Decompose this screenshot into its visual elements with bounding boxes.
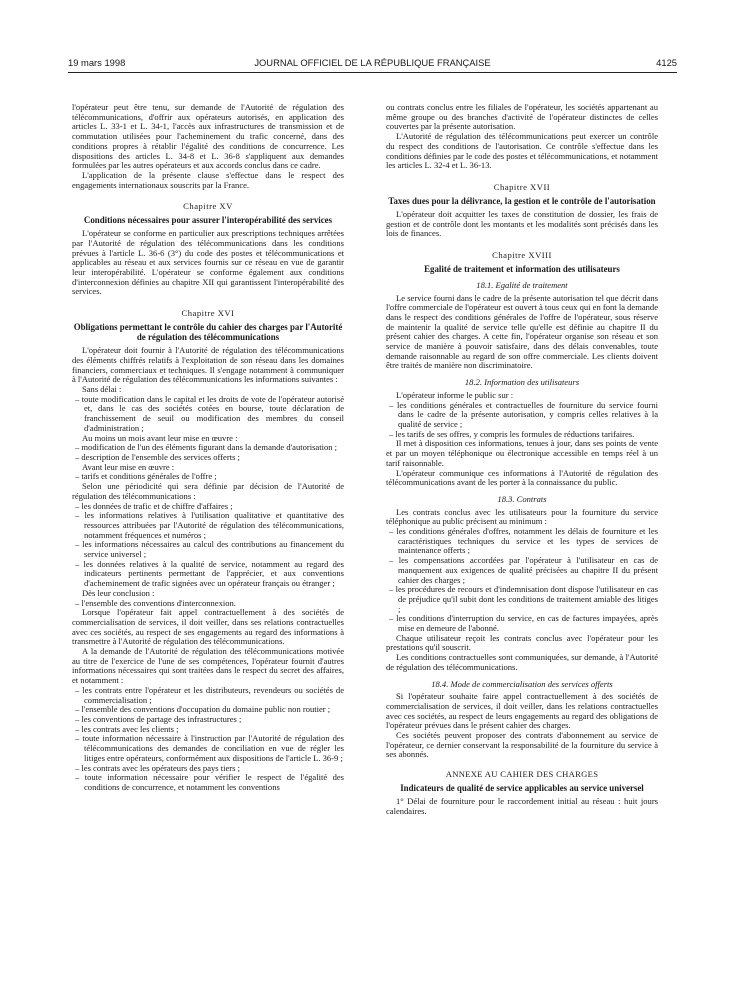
list-heading: Selon une périodicité qui sera définie par décision de l'Autorité de régulation des télécommunications : <box>72 481 344 501</box>
paragraph: l'opérateur peut être tenu, sur demande de l'Autorité de régulation des télécommunications, d'offrir aux opérateurs autorisés, en application des articles L. 33-1 et L. 34-1, l'accès aux infrastructures de transmission et de commutation utilisées pour l'acheminement du trafic concerné, dans des conditions propres à rétablir l'égalité des conditions de concurrence. Les dispositions des articles L. 34-8 et L. 36-8 s'appliquent aux demandes formulées par les autres opérateurs et aux accords conclus dans ce cadre. <box>72 102 344 171</box>
header-page-number: 4125 <box>656 57 677 68</box>
list-item: – description de l'ensemble des services offerts ; <box>75 452 240 462</box>
paragraph: Chaque utilisateur reçoit les contrats conclus avec l'opérateur pour les prestations qu'il souscrit. <box>386 632 658 653</box>
chapter-title: Egalité de traitement et information des utilisateurs <box>424 263 620 274</box>
list-item: – les conditions d'interruption du service, en cas de factures impayées, après mise en demeure de l'abonné. <box>389 613 658 634</box>
paragraph: L'application de la présente clause s'effectue dans le respect des engagements internationaux souscrits par la France. <box>72 169 344 190</box>
list-item: – tarifs et conditions générales de l'offre ; <box>75 471 217 482</box>
list-item: – toute modification dans le capital et les droits de vote de l'opérateur autorisé et, dans le cas des sociétés cotées en bourse, toute déclaration de franchissement de seuil ou modification des membres du conseil d'administration ; <box>75 393 344 433</box>
list-item: – toute information nécessaire à l'instruction par l'Autorité de régulation des télécommunications des demandes de conciliation en vue de régler les litiges entre opérateurs, conformément aux dispositions de l'article L. 36-9 ; <box>75 733 344 763</box>
list-item: – les contrats avec les clients ; <box>75 723 179 734</box>
paragraph: L'Autorité de régulation des télécommunications peut exercer un contrôle du respect des conditions de l'autorisation. Ce contrôle s'effectue dans les conditions définies par le code des postes et télécommunications, et notamment les articles L. 32-4 et L. 36-13. <box>386 131 658 171</box>
section-heading: 18.3. Contrats <box>497 493 547 504</box>
list-item: – les données de trafic et de chiffre d'affaires ; <box>75 500 233 511</box>
chapter-label: Chapitre XVII <box>493 181 551 192</box>
paragraph: ou contrats conclus entre les filiales de l'opérateur, les sociétés appartenant au même groupe ou des branches d'activité de l'opérateur distinctes de celles couvertes par la présente autorisation. <box>386 102 658 132</box>
list-item: – les procédures de recours et d'indemnisation dont dispose l'utilisateur en cas de préjudice qu'il subit dont les conditions de traitement amiable des litiges ; <box>389 584 658 614</box>
right-column <box>386 103 658 817</box>
list-item: – les contrats avec les opérateurs des pays tiers ; <box>75 762 240 773</box>
list-item: – les données relatives à la qualité de service, notamment au regard des indicateurs pertinents permettant de l'apprécier, et aux conventions d'acheminement de trafic signées avec un opérateur français ou étranger ; <box>75 558 344 589</box>
paragraph: L'opérateur doit fournir à l'Autorité de régulation des télécommunications des éléments chiffrés relatifs à l'exploitation de son réseau dans les domaines financiers, commerciaux et techniques. Il s'engage notamment à communiquer à l'Autorité de régulation des télécommunications les informations suivantes : <box>72 345 344 385</box>
chapter-title: Conditions nécessaires pour assurer l'interopérabilité des services <box>83 215 333 226</box>
list-item: – l'ensemble des conventions d'occupation du domaine public non routier ; <box>75 704 331 715</box>
annex-label: ANNEXE AU CAHIER DES CHARGES <box>445 769 599 780</box>
list-heading: Avant leur mise en œuvre : <box>82 461 175 472</box>
list-item: – modification de l'un des éléments figurant dans la demande d'autorisation ; <box>75 442 338 453</box>
list-item: – les compensations accordées par l'opérateur à l'utilisateur en cas de manquement aux exigences de qualité précisées au chapitre II du présent cahier des charges ; <box>389 555 658 585</box>
list-item: – les conditions générales d'offres, notamment les délais de fourniture et les caractéristiques techniques du service et les types de services de maintenance offerts ; <box>389 526 658 556</box>
chapter-title: Obligations permettant le contrôle du cahier des charges par l'Autorité de régulation des télécommunications <box>73 321 343 343</box>
chapter-label: Chapitre XVIII <box>492 249 552 260</box>
chapter-label: Chapitre XV <box>183 201 233 212</box>
paragraph: Les conditions contractuelles sont communiquées, sur demande, à l'Autorité de régulation des télécommunications. <box>386 652 658 672</box>
paragraph: Le service fourni dans le cadre de la présente autorisation tel que décrit dans l'offre commerciale de l'opérateur est ouvert à tous ceux qui en font la demande dans le respect des conditions générales de l'offre de l'opérateur, sous réserve de maintenir la qualité de service telle qu'elle est définie au chapitre II du présent cahier des charges. A cette fin, l'opérateur organise son réseau et son service de manière à pouvoir satisfaire, dans des délais convenables, toute demande raisonnable au regard de son offre commerciale. Les clients doivent être traités de manière non discriminatoire. <box>386 292 658 371</box>
list-item: – les informations nécessaires au calcul des contributions au financement du service universel ; <box>75 539 344 560</box>
paragraph: 1° Délai de fourniture pour le raccordement initial au réseau : huit jours calendaires. <box>386 796 658 816</box>
paragraph: L'opérateur informe le public sur : <box>396 389 514 400</box>
list-item: – les informations relatives à l'utilisation qualitative et quantitative des ressources attribuées par l'Autorité de régulation des télécommunications, notamment fréquences et numéros ; <box>75 510 344 540</box>
page-header <box>68 56 677 73</box>
paragraph: Lorsque l'opérateur fait appel contractuellement à des sociétés de commercialisation de services, il doit veiller, dans ses relations contractuelles avec ces sociétés, au respect de ses engagements au regard des informations à transmettre à l'Autorité de régulation des télécommunications. <box>72 607 344 647</box>
list-heading: Dès leur conclusion : <box>82 587 155 598</box>
header-journal-title: JOURNAL OFFICIEL DE LA RÉPUBLIQUE FRANÇAISE <box>254 57 491 68</box>
paragraph: A la demande de l'Autorité de régulation des télécommunications motivée au titre de l'exercice de l'une de ses compétences, l'opérateur fournit d'autres informations nécessaires qui sont traitées dans le respect du secret des affaires, et notamment : <box>72 646 344 686</box>
list-item: – les conditions générales et contractuelles de fourniture du service fourni dans le cadre de la présente autorisation, y compris celles relatives à la qualité de service ; <box>389 399 658 429</box>
paragraph: L'opérateur doit acquitter les taxes de constitution de dossier, les frais de gestion et de contrôle dont les montants et les modalités sont précisés dans les lois de finances. <box>386 208 658 239</box>
left-column <box>72 103 344 793</box>
paragraph: Ces sociétés peuvent proposer des contrats d'abonnement au service de l'opérateur, ce dernier conservant la responsabilité de la fourniture du service à ses abonnés. <box>386 730 658 760</box>
header-date: 19 mars 1998 <box>68 57 126 68</box>
list-item: – les contrats entre l'opérateur et les distributeurs, revendeurs ou sociétés de commercialisation ; <box>75 684 344 705</box>
list-item: – toute information nécessaire pour vérifier le respect de l'égalité des conditions de concurrence, et notamment les conventions <box>75 772 344 792</box>
chapter-label: Chapitre XVI <box>181 308 235 319</box>
annex-title: Indicateurs de qualité de service applicables au service universel <box>400 782 644 793</box>
list-item: – les conventions de partage des infrastructures ; <box>75 713 242 724</box>
section-heading: 18.2. Information des utilisateurs <box>464 377 580 388</box>
paragraph: Il met à disposition ces informations, tenues à jour, dans ses points de vente et par un moyen téléphonique ou électronique accessible en temps réel à un tarif raisonnable. <box>386 438 658 468</box>
section-heading: 18.1. Egalité de traitement <box>476 279 568 290</box>
paragraph: Si l'opérateur souhaite faire appel contractuellement à des sociétés de commercialisation de services, il doit veiller, dans les relations contractuelles avec ces sociétés, au respect de leurs engagements au regard des obligations de l'opérateur prévues dans le présent cahier des charges. <box>386 691 658 731</box>
section-heading: 18.4. Mode de commercialisation des services offerts <box>431 678 613 689</box>
paragraph: Les contrats conclus avec les utilisateurs pour la fourniture du service téléphonique au public précisent au minimum : <box>386 506 658 527</box>
list-item: – l'ensemble des conventions d'interconnexion. <box>75 597 236 608</box>
list-heading: Sans délai : <box>82 384 122 395</box>
list-item: – les tarifs de ses offres, y compris les formules de réductions tarifaires. <box>389 428 635 439</box>
paragraph: L'opérateur communique ces informations à l'Autorité de régulation des télécommunications avant de les porter à la connaissance du public. <box>386 467 658 488</box>
list-heading: Au moins un mois avant leur mise en œuvre : <box>82 432 238 443</box>
paragraph: L'opérateur se conforme en particulier aux prescriptions techniques arrêtées par l'Autorité de régulation des télécommunications dans les conditions prévues à l'article L. 36-6 (3°) du code des postes et télécommunications et applicables au réseau et aux services fournis sur ce réseau en vue de garantir leur interopérabilité. L'opérateur se conforme également aux conditions d'interconnexion définies au chapitre XII qui garantissent l'interopérabilité des services. <box>72 228 344 297</box>
chapter-title: Taxes dues pour la délivrance, la gestion et le contrôle de l'autorisation <box>388 195 656 206</box>
